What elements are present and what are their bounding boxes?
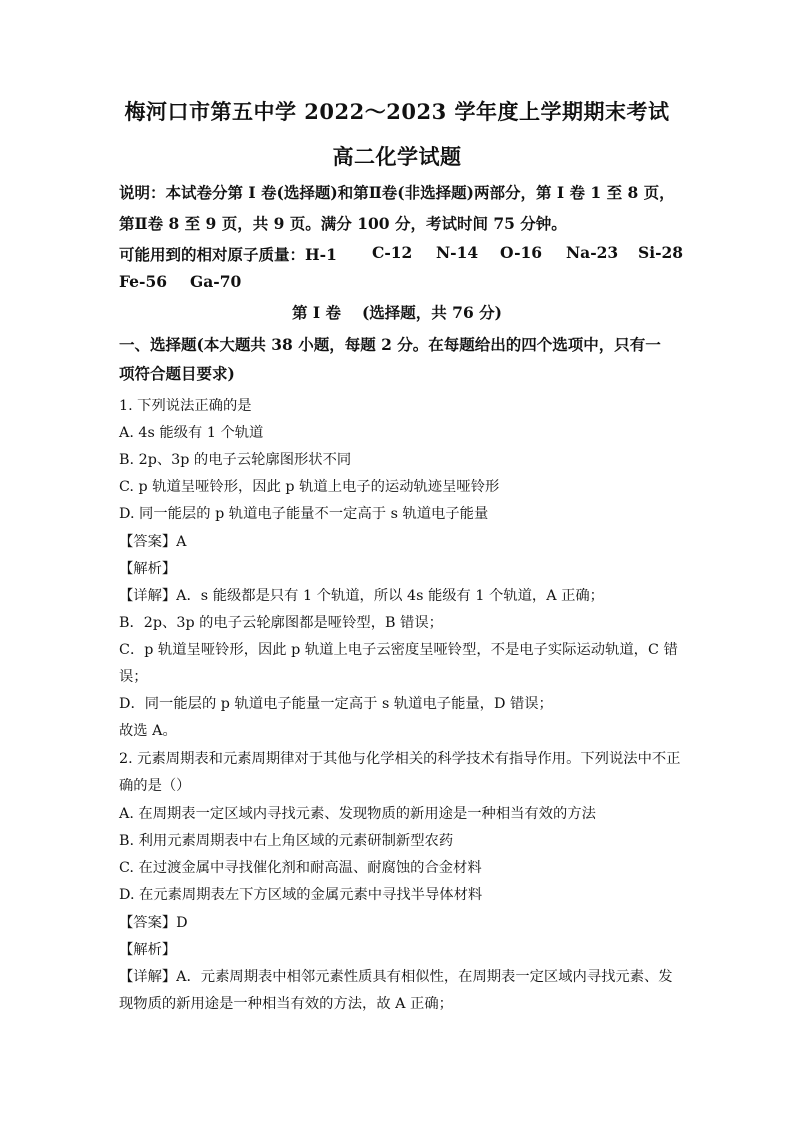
section-heading-line-1: 一、选择题(本大题共 38 小题，每题 2 分。在每题给出的四个选项中，只有一 (119, 335, 661, 354)
question-1-detail-d: D．同一能层的 p 轨道电子能量一定高于 s 轨道电子能量，D 错误； (119, 696, 553, 712)
question-1-option-b: B. 2p、3p 的电子云轮廓图形状不同 (119, 452, 352, 468)
question-1-detail-a: 【详解】A．s 能级都是只有 1 个轨道，所以 4s 能级有 1 个轨道，A 正确； (119, 588, 604, 604)
atomic-mass-item: Si-28 (638, 243, 684, 262)
question-2-option-d: D. 在元素周期表左下方区域的金属元素中寻找半导体材料 (119, 887, 483, 903)
question-1-answer: 【答案】A (119, 534, 187, 550)
question-2-option-a: A. 在周期表一定区域内寻找元素、发现物质的新用途是一种相当有效的方法 (119, 806, 596, 822)
atomic-mass-label: 可能用到的相对原子质量：H-1 (119, 245, 337, 264)
instructions-line-2: 第Ⅱ卷 8 至 9 页，共 9 页。满分 100 分，考试时间 75 分钟。 (119, 214, 567, 233)
question-2-detail-a: 【详解】A．元素周期表中相邻元素性质具有相似性，在周期表一定区域内寻找元素、发 (119, 969, 673, 985)
question-2-stem: 2. 元素周期表和元素周期律对于其他与化学相关的科学技术有指导作用。下列说法中不正 (119, 751, 681, 767)
atomic-mass-item: O-16 (500, 243, 543, 262)
question-1-option-a: A. 4s 能级有 1 个轨道 (119, 425, 264, 441)
question-1-option-c: C. p 轨道呈哑铃形，因此 p 轨道上电子的运动轨迹呈哑铃形 (119, 479, 500, 495)
part-title: 第 I 卷 (选择题，共 76 分) (292, 303, 502, 322)
question-1-conclusion: 故选 A。 (119, 723, 177, 739)
question-2-analysis-label: 【解析】 (119, 942, 177, 958)
question-1-option-d: D. 同一能层的 p 轨道电子能量不一定高于 s 轨道电子能量 (119, 506, 489, 522)
question-2-stem-continued: 确的是（） (119, 778, 191, 794)
exam-title: 梅河口市第五中学 2022～2023 学年度上学期期末考试 (124, 99, 670, 124)
question-2-option-c: C. 在过渡金属中寻找催化剂和耐高温、耐腐蚀的合金材料 (119, 860, 482, 876)
question-1-detail-b: B．2p、3p 的电子云轮廓图都是哑铃型，B 错误； (119, 615, 443, 631)
exam-subtitle: 高二化学试题 (332, 144, 462, 169)
question-1-analysis-label: 【解析】 (119, 561, 177, 577)
atomic-mass-item: C-12 (372, 243, 413, 262)
atomic-mass-item: Na-23 (566, 243, 619, 262)
question-2-answer: 【答案】D (119, 915, 188, 931)
question-1-detail-c-continued: 误； (119, 669, 148, 685)
atomic-mass-item: Fe-56 (119, 272, 168, 291)
question-2-option-b: B. 利用元素周期表中右上角区域的元素研制新型农药 (119, 833, 454, 849)
atomic-mass-item: N-14 (436, 243, 479, 262)
section-heading-line-2: 项符合题目要求) (119, 364, 235, 383)
question-2-detail-a-continued: 现物质的新用途是一种相当有效的方法，故 A 正确； (119, 996, 453, 1012)
question-1-detail-c: C．p 轨道呈哑铃形，因此 p 轨道上电子云密度呈哑铃型，不是电子实际运动轨道，C 错 (119, 642, 678, 658)
question-1-stem: 1. 下列说法正确的是 (119, 398, 252, 414)
atomic-mass-item: Ga-70 (190, 272, 242, 291)
instructions-line-1: 说明：本试卷分第 I 卷(选择题)和第Ⅱ卷(非选择题)两部分，第 I 卷 1 至 8 页， (119, 183, 675, 202)
